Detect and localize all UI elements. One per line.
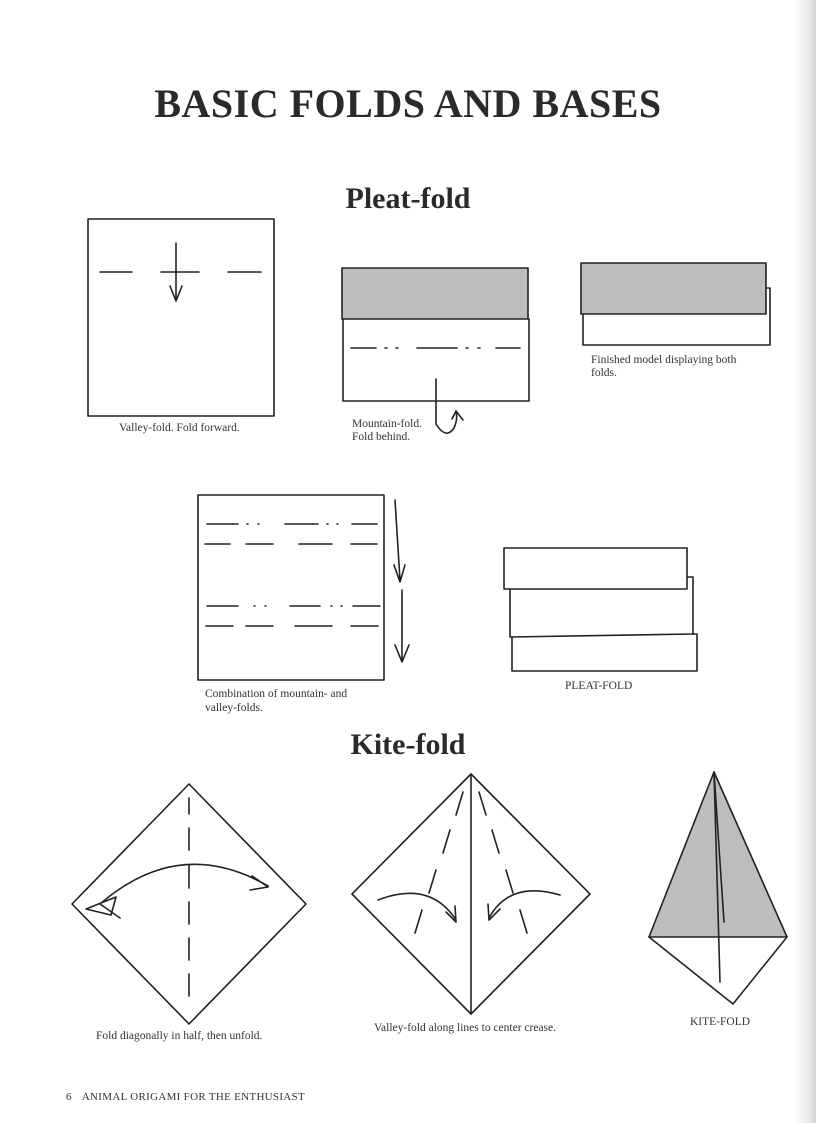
fold-right-arrow [488, 891, 560, 920]
page-footer [66, 1091, 305, 1103]
fold-unfold-arrow [86, 864, 268, 918]
page-number: 6 [66, 1091, 72, 1103]
valley-fold-diagram [88, 219, 274, 416]
caption-kite-step1: Fold diagonally in half, then unfold. [96, 1030, 263, 1042]
caption-combination-line1: Combination of mountain- and [205, 688, 348, 700]
pleat-arrows [394, 500, 409, 662]
finished-model-diagram [581, 263, 770, 345]
caption-combination-line2: valley-folds. [205, 702, 263, 714]
caption-kite-fold: KITE-FOLD [690, 1016, 751, 1028]
kite-fold-diagram [649, 772, 787, 1004]
kite-step2-diagram [352, 774, 590, 1014]
caption-valley-fold: Valley-fold. Fold forward. [119, 422, 240, 434]
page-title: BASIC FOLDS AND BASES [154, 81, 662, 126]
fold-left-arrow [378, 893, 456, 922]
fold-behind-arrow [436, 379, 463, 433]
kite-step1-diagram [72, 784, 306, 1024]
caption-finished-model-line2: folds. [591, 367, 617, 379]
combination-fold-diagram [198, 495, 409, 680]
caption-mountain-fold-line2: Fold behind. [352, 431, 411, 443]
section-heading-kite-fold: Kite-fold [350, 728, 466, 761]
caption-kite-step2: Valley-fold along lines to center crease. [374, 1022, 557, 1034]
caption-pleat-fold: PLEAT-FOLD [565, 680, 633, 692]
section-heading-pleat-fold: Pleat-fold [345, 182, 471, 215]
caption-mountain-fold-line1: Mountain-fold. [352, 418, 422, 430]
mountain-fold-diagram [342, 268, 529, 433]
book-title: ANIMAL ORIGAMI FOR THE ENTHUSIAST [81, 1091, 305, 1103]
pleat-fold-diagram [504, 548, 697, 671]
caption-finished-model-line1: Finished model displaying both [591, 354, 737, 366]
